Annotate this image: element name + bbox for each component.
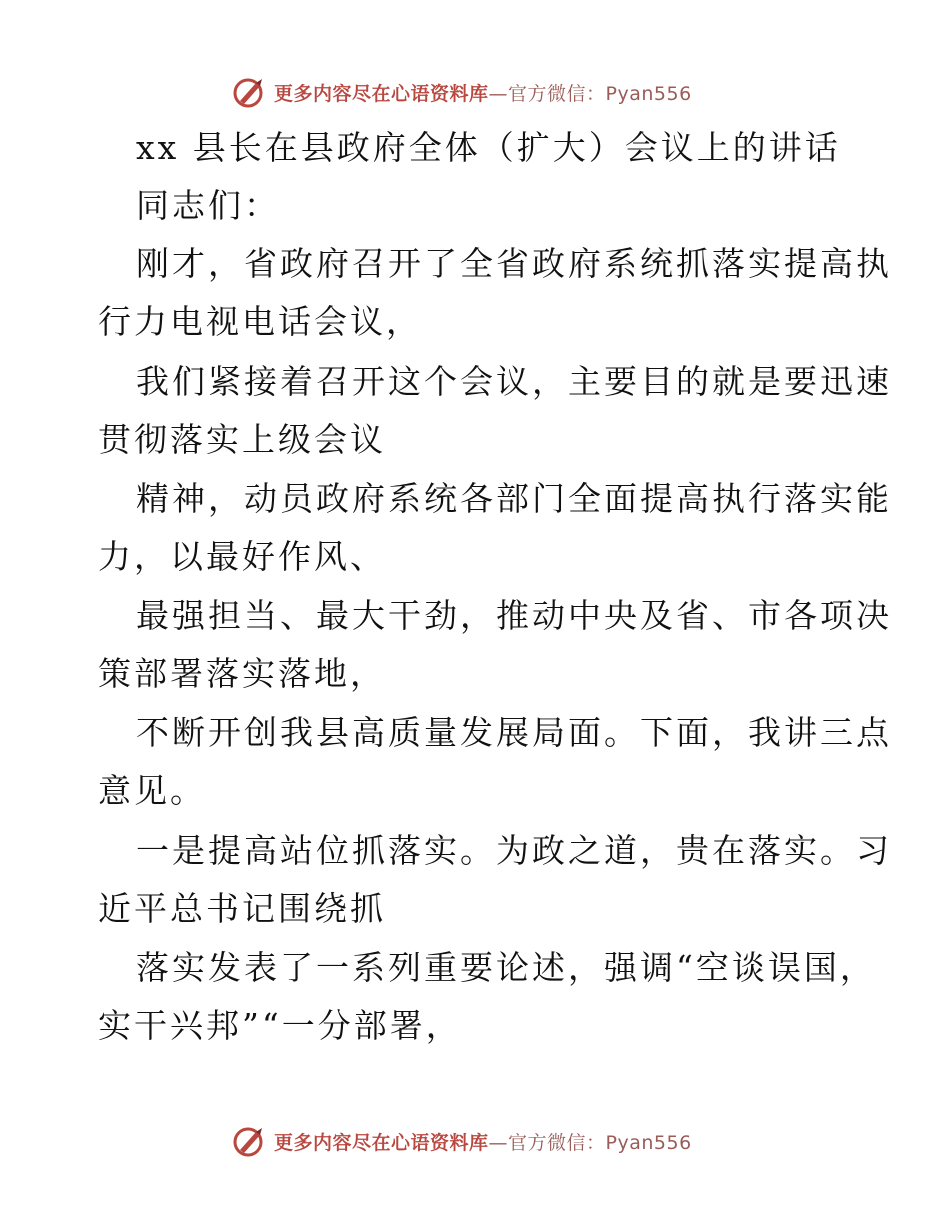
watermark-main: 更多内容尽在心语资料库 xyxy=(274,82,489,105)
paragraph-line: 一是提高站位抓落实。为政之道，贵在落实。习 xyxy=(136,831,892,870)
salutation: 同志们： xyxy=(136,186,280,225)
paragraph-line: 刚才，省政府召开了全省政府系统抓落实提高执 xyxy=(136,244,892,283)
paragraph-line: 精神，动员政府系统各部门全面提高执行落实能 xyxy=(136,479,892,518)
paragraph-line: 我们紧接着召开这个会议，主要目的就是要迅速 xyxy=(136,362,892,401)
watermark-text xyxy=(274,1128,692,1155)
paragraph-line: 贯彻落实上级会议 xyxy=(98,420,386,459)
paragraph-line: 实干兴邦”“一分部署， xyxy=(98,1006,462,1045)
paragraph-line: 不断开创我县高质量发展局面。下面，我讲三点 xyxy=(136,713,892,752)
watermark-main: 更多内容尽在心语资料库 xyxy=(274,1131,489,1154)
paragraph-line: 力，以最好作风、 xyxy=(98,537,386,576)
pen-logo-icon xyxy=(232,1124,266,1158)
header-watermark xyxy=(232,72,732,112)
pen-logo-icon xyxy=(232,75,266,109)
document-title: xx 县长在县政府全体（扩大）会议上的讲话 xyxy=(136,128,841,167)
watermark-sub: —官方微信：Pyan556 xyxy=(488,82,692,105)
paragraph-line: 落实发表了一系列重要论述，强调“空谈误国， xyxy=(136,948,876,987)
paragraph-line: 策部署落实落地， xyxy=(98,654,386,693)
paragraph-line: 最强担当、最大干劲，推动中央及省、市各项决 xyxy=(136,596,892,635)
watermark-sub: —官方微信：Pyan556 xyxy=(488,1131,692,1154)
watermark-text xyxy=(274,79,692,106)
paragraph-line: 意见。 xyxy=(98,771,206,810)
paragraph-line: 行力电视电话会议， xyxy=(98,302,422,341)
footer-watermark xyxy=(232,1121,732,1161)
paragraph-line: 近平总书记围绕抓 xyxy=(98,889,386,928)
